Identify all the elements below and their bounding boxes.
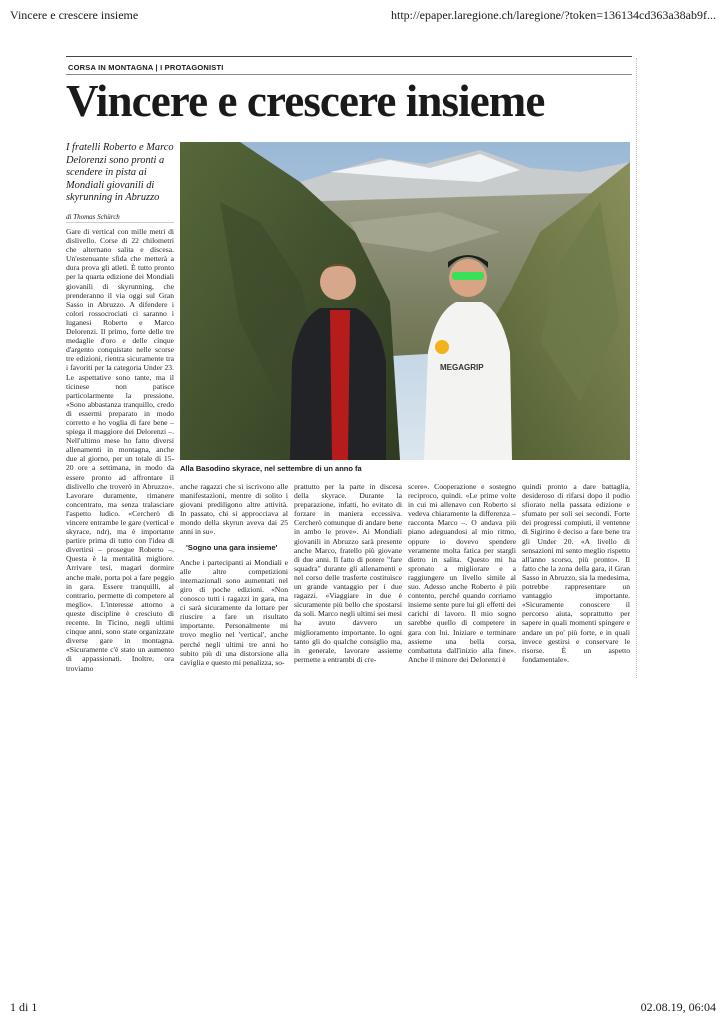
article-byline: di Thomas Schürch: [66, 213, 120, 221]
article-headline: Vincere e crescere insieme: [66, 76, 545, 126]
page-edge-rule: [636, 58, 637, 678]
shirt-logo: MEGAGRIP: [440, 363, 484, 372]
print-datetime: 02.08.19, 06:04: [640, 1000, 716, 1014]
article-summary: I fratelli Roberto e Marco Delorenzi sono pronti a scendere in pista ai Mondiali giovanili di skyrunning in Abruzzo: [66, 142, 174, 204]
top-rule: [66, 56, 632, 57]
photo-caption: Alla Basodino skyrace, nel settembre di un anno fa: [180, 464, 362, 473]
print-url[interactable]: http://epaper.laregione.ch/laregione/?token=136134cd363a38ab9f...: [391, 8, 716, 22]
article-photo: [180, 142, 630, 460]
page-count: 1 di 1: [10, 1000, 38, 1014]
column-4-text: scere». Cooperazione e sostegno reciproco, quindi. «Le prime volte in cui mi allenavo con Roberto si vedeva chiaramente la differenza – racconta Marco –. O andava più piano adeguandosi al mio ritmo, oppure io dovevo spendere veramente molta fatica per stargli dietro in salita. Questo mi ha spronato a migliorare e a raggiungere un livello simile al suo. Adesso anche Roberto è più contento, perché quando corriamo insieme sente pure lui gli effetti dei carichi di lavoro. Il mio sogno sarebbe quello di competere in gara con lui. Iniziare e terminare assieme una bella corsa, combattuta dall'inizio alla fine». Anche il minore dei Delorenzi è: [408, 482, 516, 664]
article-subhead: 'Sogno una gara insieme': [186, 542, 278, 552]
column-5-text: quindi pronto a dare battaglia, desideroso di rifarsi dopo il podio sfiorato nella passata edizione e sfumato per soli sei secondi. Forte dei progressi compiuti, il ventenne di Sigirino è deciso a fare bene tra gli Under 20. «A livello di sensazioni mi sento meglio rispetto all'anno scorso, più pronto». Il fatto che la zona della gara, il Gran Sasso in Abruzzo, sia la medesima, potrebbe rappresentare un vantaggio importante. «Sicuramente conoscere il percorso aiuta, soprattutto per sapere in quali momenti spingere e andare un po' più forte, e in quali invece gestirsi e conservare le risorse. È un aspetto fondamentale».: [522, 482, 630, 664]
column-2-text: anche ragazzi che si iscrivono alle manifestazioni, mentre di solito i giovani prediligono altre attività. In passato, chi si approcciava al mondo della skyrun aveva dai 25 anni in su».: [180, 482, 288, 537]
article-column-5: [522, 482, 630, 688]
column-2b-text: Anche i partecipanti ai Mondiali e alle altre competizioni internazionali sono aumentati nel giro di poche edizioni. «Non conosco tutti i ragazzi in gara, ma ci sarà sicuramente da lottare per riuscire a fare un risultato importante. Personalmente mi trovo meglio nel 'vertical', anche perché negli ultimi tre anni ho subito più di una distorsione alla caviglia e questo mi penalizza, so-: [180, 557, 288, 667]
column-3-text: prattutto per la parte in discesa della skyrace. Durante la preparazione, infatti, ho evitato di forzare in maniera eccessiva. Cercherò comunque di andare bene in ambo le prove». Ai Mondiali giovanili in Abruzzo sarà presente anche Marco, fratello più giovane di due anni. Il fatto di potere "fare squadra" durante gli allenamenti e nel corso delle trasferte costituisce un grande vantaggio per i due ragazzi. «Viaggiare in due è sicuramente più bello che spostarsi da soli. Marco negli ultimi sei mesi ha avuto davvero un miglioramento importante. Io ogni tanto gli do qualche consiglio ma, in generale, lavorare assieme permette a entrambi di cre-: [294, 482, 402, 664]
article-column-2: [180, 482, 288, 688]
print-footer: [10, 1000, 716, 1016]
article-column-4: [408, 482, 516, 688]
column-1-text: Gare di vertical con mille metri di dislivello. Corse di 22 chilometri che alternano salita e discesa. Un'estenuante sfida che metterà a dura prova gli atleti. È tutto pronto per la quarta edizione dei Mondiali giovanili di skyrunning, che prenderanno il via oggi sul Gran Sasso in Abruzzo. A difendere i colori rossocrociati ci saranno i luganesi Roberto e Marco Delorenzi. Il primo, forte delle tre medaglie d'oro e delle cinque d'argento conquistate nelle scorse tre edizioni, rientra sicuramente tra i favoriti per la categoria Under 23. Le aspettative sono tante, ma il ticinese non patisce particolarmente la pressione. «Sono abbastanza tranquillo, credo di essermi preparato in modo corretto e ho voglia di fare bene – spiega il maggiore dei Delorenzi –. Nell'ultimo mese ho fatto diversi allenamenti in montagna, anche due al giorno, per un totale di 15-20 ore a settimana, in modo da essere pronto ad affrontare il dislivello che troverò in Abruzzo». Lavorare duramente, rimanere concentrato, ma senza tralasciare l'aspetto ludico. «Cercherò di vincere entrambe le gare (vertical e skyrace, ndr), ma è importante partire prima di tutto con l'idea di divertirsi – prosegue Roberto –. Questa è la mentalità migliore. Arrivare tesi, magari dormire anche male, porta poi a fare peggio in gara. Essere tranquilli, al contrario, permette di competere al meglio». L'interesse attorno a queste discipline è cresciuto di recente. In Ticino, negli ultimi cinque anni, sono state organizzate diverse gare in montagna. «Sicuramente c'è stato un aumento di appassionati. Inoltre, ora troviamo: [66, 227, 174, 673]
byline-rule: [66, 222, 174, 223]
section-rubric: CORSA IN MONTAGNA | I PROTAGONISTI: [68, 63, 224, 72]
article-column-3: [294, 482, 402, 688]
print-header: [10, 8, 716, 24]
newspaper-page: [66, 50, 632, 690]
print-title: Vincere e crescere insieme: [10, 8, 139, 22]
article-column-1: [66, 227, 174, 687]
mountain-photo-image: [180, 142, 630, 460]
